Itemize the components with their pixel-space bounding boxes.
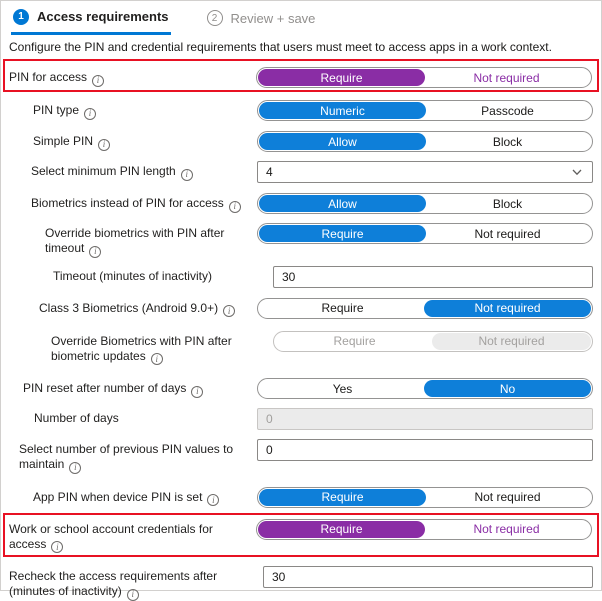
setting-row-work-school-credentials xyxy=(3,513,599,558)
number-of-days-input xyxy=(257,408,593,430)
toggle-option-not-required[interactable]: Not required xyxy=(473,70,540,85)
setting-row-previous-pin-values xyxy=(1,439,601,474)
wizard-tabs xyxy=(1,1,601,35)
setting-label: Timeout (minutes of inactivity) xyxy=(53,268,212,283)
biometrics-toggle xyxy=(257,193,593,214)
toggle-option-require[interactable]: Require xyxy=(321,301,364,315)
toggle-option-require: Require xyxy=(333,334,376,348)
setting-label: Work or school account credentials for access i xyxy=(9,521,213,552)
toggle-option-yes[interactable]: Yes xyxy=(332,381,353,396)
setting-label: Simple PIN i xyxy=(9,131,251,151)
override-biometrics-toggle xyxy=(257,223,593,244)
setting-row-pin-reset xyxy=(1,378,601,399)
setting-row-override-biometric-updates xyxy=(1,331,601,366)
toggle-option-numeric[interactable]: Numeric xyxy=(259,102,426,119)
setting-row-timeout xyxy=(1,266,601,288)
toggle-option-require[interactable]: Require xyxy=(259,225,426,242)
setting-row-pin-for-access xyxy=(3,59,599,92)
toggle-option-not-required: Not required xyxy=(432,333,591,350)
setting-row-biometrics xyxy=(1,193,601,214)
info-icon[interactable]: i xyxy=(151,353,163,365)
settings-form xyxy=(1,59,601,601)
tab-label: Review + save xyxy=(230,10,316,26)
setting-label: Select minimum PIN length i xyxy=(9,161,251,181)
toggle-option-require[interactable]: Require xyxy=(258,521,425,538)
info-icon[interactable]: i xyxy=(229,201,241,213)
select-value: 4 xyxy=(266,165,273,179)
setting-label: Override Biometrics with PIN after biometric updates i xyxy=(51,333,232,364)
step-1-badge: 1 xyxy=(13,9,29,25)
toggle-option-not-required[interactable]: Not required xyxy=(474,490,541,504)
class3-biometrics-toggle xyxy=(257,298,593,319)
setting-row-pin-type xyxy=(1,100,601,121)
info-icon[interactable]: i xyxy=(181,169,193,181)
info-icon[interactable]: i xyxy=(69,462,81,474)
app-pin-toggle xyxy=(257,487,593,508)
toggle-option-allow[interactable]: Allow xyxy=(259,195,426,212)
page-description: Configure the PIN and credential requirements that users must meet to access apps in a work context. xyxy=(9,40,552,54)
info-icon[interactable]: i xyxy=(191,386,203,398)
toggle-option-not-required[interactable]: Not required xyxy=(474,226,541,241)
setting-row-override-biometrics-timeout xyxy=(1,223,601,258)
info-icon[interactable]: i xyxy=(127,589,139,601)
info-icon[interactable]: i xyxy=(207,494,219,506)
setting-row-recheck xyxy=(1,566,601,601)
min-pin-length-select[interactable] xyxy=(257,161,593,183)
info-icon[interactable]: i xyxy=(223,305,235,317)
setting-label: PIN reset after number of days i xyxy=(9,378,251,398)
tab-label: Access requirements xyxy=(37,9,169,24)
pin-type-toggle xyxy=(257,100,593,121)
setting-label: Select number of previous PIN values to maintain i xyxy=(19,442,234,472)
tab-access-requirements[interactable] xyxy=(11,1,171,35)
override-biometric-updates-toggle xyxy=(273,331,593,352)
setting-label: Override biometrics with PIN after timeout i xyxy=(45,226,225,256)
setting-label: Class 3 Biometrics (Android 9.0+) i xyxy=(9,298,251,318)
recheck-interval-input[interactable] xyxy=(263,566,593,588)
setting-label: Biometrics instead of PIN for access i xyxy=(9,193,251,213)
setting-label: Number of days xyxy=(34,411,119,425)
chevron-down-icon xyxy=(570,165,584,179)
work-school-credentials-toggle xyxy=(256,519,592,540)
toggle-option-passcode[interactable]: Passcode xyxy=(481,103,534,118)
toggle-option-allow[interactable]: Allow xyxy=(259,133,426,150)
setting-label: Recheck the access requirements after (minutes of inactivity) i xyxy=(9,569,218,599)
toggle-option-no[interactable]: No xyxy=(424,380,591,397)
info-icon[interactable]: i xyxy=(89,246,101,258)
setting-label: PIN for access i xyxy=(9,67,251,87)
simple-pin-toggle xyxy=(257,131,593,152)
toggle-option-not-required[interactable]: Not required xyxy=(424,300,591,317)
setting-row-min-pin-length xyxy=(1,161,601,183)
pin-reset-toggle xyxy=(257,378,593,399)
setting-row-app-pin xyxy=(1,487,601,508)
setting-row-simple-pin xyxy=(1,131,601,152)
setting-label: PIN type i xyxy=(9,100,251,120)
toggle-option-block[interactable]: Block xyxy=(492,134,523,149)
toggle-option-not-required[interactable]: Not required xyxy=(473,522,540,536)
toggle-option-require[interactable]: Require xyxy=(259,489,426,506)
toggle-option-block[interactable]: Block xyxy=(492,196,523,211)
previous-pin-values-input[interactable] xyxy=(257,439,593,461)
pin-for-access-toggle xyxy=(256,67,592,88)
info-icon[interactable]: i xyxy=(51,541,63,553)
info-icon[interactable]: i xyxy=(98,139,110,151)
info-icon[interactable]: i xyxy=(84,108,96,120)
setting-label: App PIN when device PIN is set i xyxy=(9,487,251,507)
toggle-option-require[interactable]: Require xyxy=(258,69,425,86)
setting-row-number-of-days xyxy=(1,408,601,430)
step-2-badge: 2 xyxy=(207,10,223,26)
timeout-input[interactable] xyxy=(273,266,593,288)
tab-review-save[interactable] xyxy=(205,1,318,35)
setting-row-class3-biometrics xyxy=(1,298,601,319)
info-icon[interactable]: i xyxy=(92,75,104,87)
